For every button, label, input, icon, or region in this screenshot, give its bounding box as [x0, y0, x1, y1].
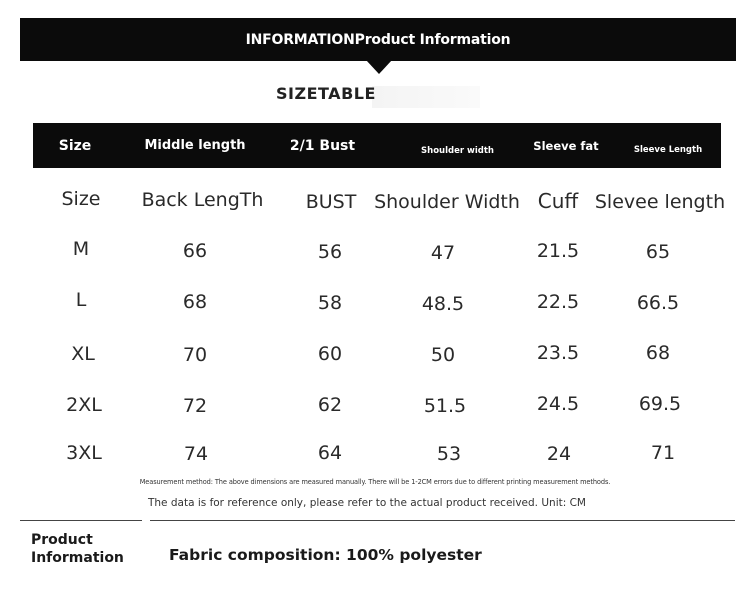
table-cell: 2XL [66, 394, 102, 416]
table-cell: 50 [430, 344, 456, 366]
table-cell: BUST [305, 191, 357, 213]
table-cell: 72 [182, 395, 208, 417]
table-cell: 22.5 [536, 291, 580, 313]
table-cell: 64 [317, 442, 343, 464]
fabric-composition: Fabric composition: 100% polyester [169, 546, 482, 564]
table-cell: 3XL [66, 442, 102, 464]
table-cell: 69.5 [638, 393, 682, 415]
table-cell: 71 [650, 442, 676, 464]
product-info-label-line1: Product [31, 532, 93, 548]
table-cell: 24 [546, 443, 572, 465]
table-cell: M [72, 238, 90, 260]
header-bust: 2/1 Bust [289, 137, 356, 154]
product-info-label [31, 531, 124, 567]
divider-right [150, 520, 735, 521]
product-info-label-line2: Information [31, 550, 124, 566]
table-cell: 74 [183, 443, 209, 465]
header-middle-length: Middle length [144, 138, 246, 153]
table-cell: 53 [436, 443, 462, 465]
table-cell: Back LengTh [141, 189, 264, 211]
table-cell: 66.5 [636, 292, 680, 314]
table-cell: 58 [317, 292, 343, 314]
table-cell: 66 [182, 240, 208, 262]
table-cell: 62 [317, 394, 343, 416]
header-sleeve-fat: Sleeve fat [533, 138, 599, 153]
table-cell: 56 [317, 241, 343, 263]
divider-left [20, 520, 142, 521]
size-table-title: SIZETABLE [276, 84, 376, 103]
table-cell: 70 [182, 344, 208, 366]
banner-title: INFORMATIONProduct Information [245, 31, 511, 48]
reference-note: The data is for reference only, please refer to the actual product received. Unit: CM [147, 497, 586, 509]
table-cell: 68 [645, 342, 671, 364]
header-size: Size [58, 137, 92, 154]
table-cell: 65 [645, 241, 671, 263]
table-cell: Cuff [537, 189, 579, 213]
banner-pointer [366, 60, 392, 74]
table-cell: 48.5 [421, 293, 465, 315]
header-sleeve-length: Sleeve Length [633, 144, 703, 155]
table-cell: 21.5 [536, 240, 580, 262]
table-cell: Size [61, 188, 101, 210]
title-shade [372, 86, 480, 108]
table-cell: 47 [430, 242, 456, 264]
table-cell: Slevee length [594, 191, 726, 213]
table-cell: 23.5 [536, 342, 580, 364]
table-cell: L [75, 289, 87, 311]
table-cell: Shoulder Width [374, 191, 520, 213]
table-cell: XL [71, 343, 95, 365]
table-cell: 51.5 [423, 395, 467, 417]
header-shoulder-width: Shoulder width [421, 145, 494, 156]
table-cell: 24.5 [536, 393, 580, 415]
table-cell: 60 [317, 343, 343, 365]
measurement-note: Measurement method: The above dimensions are measured manually. There will be 1-2CM errors due to different printing measurement methods. [139, 478, 611, 486]
table-cell: 68 [182, 291, 208, 313]
info-banner [20, 18, 736, 61]
